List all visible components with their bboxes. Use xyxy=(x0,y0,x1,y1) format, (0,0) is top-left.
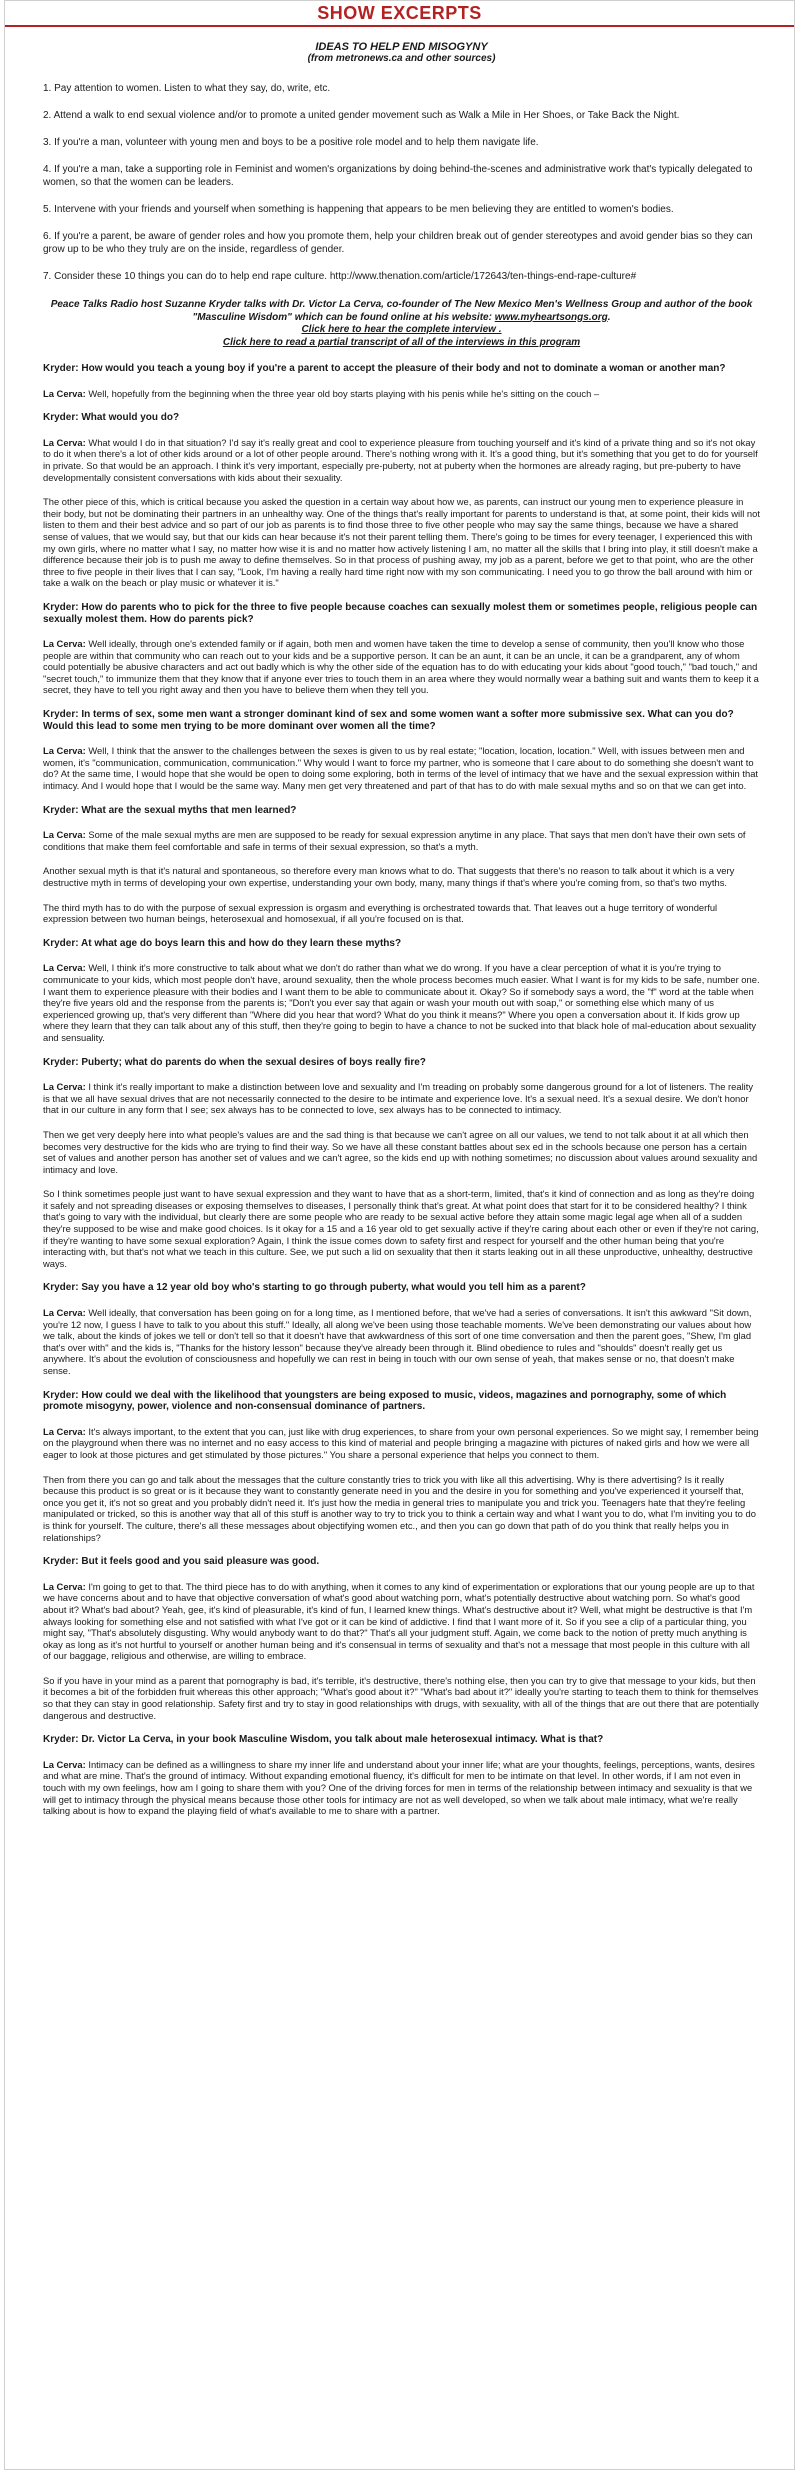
dialogue-text: At what age do boys learn this and how do they learn these myths? xyxy=(81,937,402,949)
question-paragraph xyxy=(43,1556,760,1568)
answer-paragraph xyxy=(43,638,760,696)
idea-item: 1. Pay attention to women. Listen to what they say, do, write, etc. xyxy=(43,83,331,94)
question-paragraph xyxy=(43,1734,760,1746)
speaker-label: Kryder: xyxy=(43,412,79,424)
banner-title: SHOW EXCERPTS xyxy=(317,3,482,23)
speaker-label: La Cerva: xyxy=(43,1081,86,1093)
question-paragraph xyxy=(43,363,760,375)
dialogue-text: I'm going to get to that. The third piece has to do with anything, when it comes to any kind of experimentation or explorations that our young people are up to that we have concerns about and to have that objective conversation of what's good about watching porn, what's potentially destructive about watching porn. So what's good about it? What's bad about? Yeah, gee, it's kind of pleasurable, it's kind of fun, I learned knew things. What's destructive about it? Well, what might be destructive is that I'm always looking for something else and not satisfied with what I've got or it can be kind of addictive. I find that I want more of it. So if you see a clip of a particular thing, you might say, "That's absolutely disgusting. Why would anybody want to do that?" That's all your judgment stuff. Again, we come back to the notion of pretty much anything is okay as long as it's not hurtful to yourself or another human being and it's consensual in terms of sexuality and that's not a message that most people in this culture with all of our baggage, religious and otherwise, are willing to embrace. xyxy=(43,1580,755,1662)
question-paragraph xyxy=(43,805,760,817)
answer-paragraph xyxy=(43,745,760,791)
page xyxy=(4,0,795,2470)
dialogue-text: Puberty; what do parents do when the sexual desires of boys really fire? xyxy=(81,1056,426,1068)
answer-paragraph xyxy=(43,902,760,925)
dialogue-text: Some of the male sexual myths are men are supposed to be ready for sexual expression anytime in any place. That says that men don't have their own sets of conditions that make them feel comfortable and safe in terms of their sexual expression, so that's a myth. xyxy=(43,829,746,852)
dialogue-text: Dr. Victor La Cerva, in your book Masculine Wisdom, you talk about male heterosexual intimacy. What is that? xyxy=(81,1734,604,1746)
dialogue-text: How could we deal with the likelihood that youngsters are being exposed to music, videos, magazines and pornography, some of which promote misogyny, power, violence and non-consensual dominance of partners. xyxy=(43,1389,727,1413)
ideas-title: IDEAS TO HELP END MISOGYNY xyxy=(315,41,488,53)
dialogue-text: Then from there you can go and talk about the messages that the culture constantly tries to trick you with like all this advertising. Why is there advertising? Is it really because this product is so great or is it because they want to constantly generate need in you and the desire in you for something and you've experienced it yourself that, once you get it, it's not so great and you probably didn't need it. It's just how the media in general tries to manipulate you and trick you. Teenagers hate that they're feeling manipulated or tricked, so this is another way that all of this stuff is another way to try to trick you to think a certain way and what I want you to do, what I'm inviting you to do is think for yourself. The culture, there's all these messages about objectifying women etc., and then you can go down that path of do you think that really helps you in relationships? xyxy=(43,1473,756,1543)
idea-item: 3. If you're a man, volunteer with young men and boys to be a positive role model and to help them navigate life. xyxy=(43,137,539,148)
interview-intro xyxy=(43,299,760,349)
idea-item: 6. If you're a parent, be aware of gender roles and how you promote them, help your children break out of gender stereotypes and avoid gender bias so they can grow up to be who they truly are on the inside, regardless of gender. xyxy=(43,231,753,255)
answer-paragraph xyxy=(43,1081,760,1116)
question-paragraph xyxy=(43,412,760,424)
answer-paragraph xyxy=(43,1426,760,1461)
speaker-label: La Cerva: xyxy=(43,1758,86,1770)
website-link[interactable]: www.myheartsongs.org xyxy=(494,311,608,323)
question-paragraph xyxy=(43,938,760,950)
answer-paragraph xyxy=(43,1307,760,1377)
dialogue-text: So I think sometimes people just want to have sexual expression and they want to have that as a short-term, limited, that's it kind of connection and as long as they're doing it safely and not spreading diseases or exposing themselves to diseases, I personally think that's great. At what point does that start for it to be considered healthy? I think that's going to vary with the individual, but clearly there are some people who are ready to be sexual active before they attain some magic legal age when all of a sudden they're supposed to be wise and make good choices. Is it okay for a 15 and a 16 year old to get sexually active if they're caring about each other or even if they're not caring, if they're wanting to have some sexual exploration? Again, I think the issue comes down to safety first and respect for yourself and the other human being that you're interacting with, but that's not what we teach in this culture. See, we put such a lid on sexuality that then it starts leaking out in all these unproductive, unhealthy, destructive ways. xyxy=(43,1188,759,1269)
answer-paragraph xyxy=(43,1675,760,1721)
question-paragraph xyxy=(43,602,760,625)
speaker-label: Kryder: xyxy=(43,937,79,949)
dialogue-text: But it feels good and you said pleasure was good. xyxy=(81,1556,320,1568)
dialogue-text: Well, I think it's more constructive to talk about what we don't do rather than what we do wrong. If you have a clear perception of what it is you're trying to communicate to your kids, which most people don't have, around sexuality, then the whole process becomes much easier. What I want is for my kids to be safe, number one. I want them to experience pleasure with their bodies and I want them to be able to communicate about it. Okay? So if somebody says a word, the "f" word at the table when they're five years old and the response from the parents is; "Don't you ever say that again or wash your mouth out with soap," or something else which many of us experienced growing up, that's very different than "Where did you hear that word? What do you think it means?" Where you open a conversation about it. If kids grow up where they learn that they can talk about any of this stuff, then they're going to begin to have a chance to not be sucked into that black hole of mal-education about sexuality and sensuality. xyxy=(43,962,760,1043)
speaker-label: Kryder: xyxy=(43,363,79,374)
answer-paragraph xyxy=(43,829,760,852)
dialogue-text: The third myth has to do with the purpose of sexual expression is orgasm and everything is orchestrated towards that. That leaves out a huge territory of wonderful expression between two human beings, heterosexual and homosexual, if all you're focused on is that. xyxy=(43,901,718,925)
idea-item: 7. Consider these 10 things you can do to help end rape culture. http://www.thenation.com/article/172643/ten-things-end-rape-culture# xyxy=(43,271,637,282)
dialogue-text: Well ideally, through one's extended family or if again, both men and women have taken the time to develop a sense of community, then you'll know who those people are within that community who can reach out to your kids and be a supportive person. It can be an aunt, it can be an uncle, it can be a grandparent, any of whom could potentially be abusive characters and act out badly which is why the other side of the equation has to do with educating your kids about "good touch," "bad touch," and "secret touch," to immunize them that they know that if anyone ever tries to touch them in an area where they would normally wear a bathing suit and wants them to keep it a secret, they have to tell you right away and then you have to believe them when they tell you. xyxy=(43,638,759,696)
dialogue-text: The other piece of this, which is critical because you asked the question in a certain way about how we, as parents, can instruct our young men to experience pleasure in their body, but not be dominating their partners in an unhealthy way. One of the things that's really important for parents to understand is that, at some point, their kids will not listen to them and their best advice and so part of our job as parents is to find those three to five other people who may say the same things, because we have a shared sense of values, that we would say, but that our kids can hear because it's not their parent telling them. There's going to be times for every teenager, I experienced this with my own girls, where no matter what I say, no matter how wise it is and no matter how actively listening I am, no matter all the skills that I bring into play, it still doesn't make a difference because their job is to push me away to define themselves. So in that process of pushing away, my job as a parent, before we get to that point, who are the other three to five people in their lives that I can say, "Look, I'm having a really hard time right now with my son communicating. I need you to go throw the ball around with him or take a walk on the beach or play music or whatever it is." xyxy=(43,496,760,589)
dialogue-text: What are the sexual myths that men learned? xyxy=(81,804,297,816)
dialogue-text: How would you teach a young boy if you're a parent to accept the pleasure of their body and not to dominate a woman or another man? xyxy=(81,363,726,374)
question-paragraph xyxy=(43,1282,760,1294)
speaker-label: La Cerva: xyxy=(43,1580,86,1592)
dialogue-text: Well, hopefully from the beginning when the three year old boy starts playing with his penis while he's sitting on the couch – xyxy=(88,387,600,399)
speaker-label: Kryder: xyxy=(43,1389,79,1401)
ideas-list xyxy=(43,82,760,283)
question-paragraph xyxy=(43,1057,760,1069)
speaker-label: La Cerva: xyxy=(43,436,86,448)
answer-paragraph xyxy=(43,1474,760,1544)
question-paragraph xyxy=(43,1390,760,1413)
ideas-source: (from metronews.ca and other sources) xyxy=(307,53,496,64)
speaker-label: La Cerva: xyxy=(43,1307,86,1319)
intro-text-end: . xyxy=(607,311,611,323)
dialogue-text: Then we get very deeply here into what people's values are and the sad thing is that because we can't agree on all our values, we tend to not talk about it at all which then becomes very destructive for the kids who are trying to find their way. So we have all these constant battles about sex ed in the schools because one person has a certain set of values and another person has another set of values and we can't agree, so the kids end up with nothing sometimes; no discussion about values around sexuality and intimacy and love. xyxy=(43,1128,758,1175)
answer-paragraph xyxy=(43,1759,760,1817)
answer-paragraph xyxy=(43,865,760,888)
speaker-label: Kryder: xyxy=(43,1556,79,1568)
dialogue-text: What would I do in that situation? I'd say it's really great and cool to experience pleasure from touching yourself and it's kind of a private thing and so it's not okay to do it when there's a lot of other kids around or a lot of other people around. There's nothing wrong with it. It's a good thing, but it's something that you get to do for yourself in private. So that would be an approach. I think it's very important, especially pre-puberty, not at puberty when the hormones are already raging, but pre-puberty to have developmentally consistent conversations with kids about their sexuality. xyxy=(43,436,758,483)
dialogue-text: I think it's really important to make a distinction between love and sexuality and I'm treading on probably some dangerous ground for a lot of listeners. The reality is that we all have sexual drives that are not necessarily connected to the desire to be intimate and experience love. It's a sexual need. It's a sexual desire. We don't honor that in our culture in any form that I see; sex always has to be connected to love, sex always has to be connected to intimacy. xyxy=(43,1081,754,1116)
answer-paragraph xyxy=(43,1188,760,1269)
dialogue-text: Well, I think that the answer to the challenges between the sexes is given to us by real estate; "location, location, location." Well, with issues between men and women, it's "communication, communication, communication." Why would I want to force my partner, who is someone that I care about to do something she doesn't want to do? At the same time, I would hope that she would be open to doing some exploring, both in terms of the level of intimacy that we have and the sexual expression within that intimacy. And I would hope that I would be the same way. Many men get very threatened and part of that has to do with male sexual myths and so on that we can get into. xyxy=(43,745,759,792)
speaker-label: Kryder: xyxy=(43,1056,79,1068)
speaker-label: La Cerva: xyxy=(43,829,86,841)
dialogue-text: How do parents who to pick for the three to five people because coaches can sexually molest them or sometimes people, religious people can sexually molest them. How do parents pick? xyxy=(43,601,758,625)
speaker-label: La Cerva: xyxy=(43,638,86,650)
transcript-link[interactable]: Click here to read a partial transcript of all of the interviews in this program xyxy=(222,336,581,348)
intro-text: Peace Talks Radio host Suzanne Kryder talks with Dr. Victor La Cerva, co-founder of The New Mexico Men's Wellness Group and author of the book "Masculine Wisdom" which can be found online at his website: xyxy=(50,299,753,323)
answer-paragraph xyxy=(43,1581,760,1662)
speaker-label: Kryder: xyxy=(43,804,79,816)
speaker-label: La Cerva: xyxy=(43,387,86,399)
dialogue-text: In terms of sex, some men want a stronger dominant kind of sex and some women want a softer more submissive sex. What can you do? Would this lead to some men trying to be more dominant over women all the time? xyxy=(43,709,734,732)
speaker-label: Kryder: xyxy=(43,1282,79,1294)
speaker-label: La Cerva: xyxy=(43,745,86,757)
answer-paragraph xyxy=(43,437,760,483)
dialogue-text: Intimacy can be defined as a willingness to share my inner life and understand about your inner life; what are your thoughts, feelings, perceptions, wants, desires and what are mine. That's the ground of intimacy. Without expanding emotional fluency, it's difficult for men to be intimate on that level. In other words, if I am not even in touch with my own feelings, how am I going to share them with you? One of the driving forces for men in terms of the relationship between intimacy and sexuality is that we will get to intimacy through the physical means because those other tools for intimacy are not as well developed, so when we talk about male intimacy, what we're really talking about is how to expand the playing field of what's available to me to share with a partner. xyxy=(43,1758,755,1817)
dialogue-text: What would you do? xyxy=(81,412,180,424)
answer-paragraph xyxy=(43,496,760,589)
answer-paragraph xyxy=(43,388,760,400)
idea-item: 5. Intervene with your friends and yourself when something is happening that appears to be men believing they are entitled to women's bodies. xyxy=(43,204,674,215)
transcript xyxy=(43,363,760,1817)
speaker-label: La Cerva: xyxy=(43,1425,86,1437)
dialogue-text: Another sexual myth is that it's natural and spontaneous, so therefore every man knows what to do. That suggests that there's no reason to talk about it which is a very destructive myth in terms of developing your own expertise, understanding your own body, many, many things if that's where you're coming from, so that's two myths. xyxy=(43,865,735,888)
main-content xyxy=(5,27,794,1817)
answer-paragraph xyxy=(43,962,760,1043)
dialogue-text: So if you have in your mind as a parent that pornography is bad, it's terrible, it's destructive, there's nothing else, then you can try to give that message to your kids, but then it becomes a bit of the forbidden fruit whereas this other approach; "What's good about it?" "What's bad about it?" ideally you're starting to teach them to think for themselves so that they can stay in good relationship. Safety first and try to stay in good relationships with drugs, with sexuality, with all of the things that are out there that are potentially dangerous and destructive. xyxy=(43,1674,759,1721)
idea-item: 2. Attend a walk to end sexual violence and/or to promote a united gender movement such as Walk a Mile in Her Shoes, or Take Back the Night. xyxy=(43,110,680,121)
complete-interview-link[interactable]: Click here to hear the complete interview . xyxy=(301,324,502,335)
dialogue-text: Well ideally, that conversation has been going on for a long time, as I mentioned before, that we've had a series of conversations. It isn't this awkward "Sit down, you're 12 now, I guess I have to talk to you about this stuff." Ideally, all along we've been using those teachable moments. We've been demonstrating our values about how we talk, about the kinds of jokes we tell or don't tell so that it doesn't have that awkwardness of this sort of one time conversation and then the parent goes, "Shew, I'm glad that's over with" and the kids is, "Thanks for the history lesson" because they've already been through it. Blind obedience to rules and "shoulds" doesn't really get us anywhere. It's about the evolution of consciousness and hopefully we can rest in being in touch with our own sense of yeah, that makes sense or no, that doesn't make sense. xyxy=(43,1307,752,1376)
show-excerpts-banner xyxy=(5,1,794,27)
answer-paragraph xyxy=(43,1129,760,1175)
speaker-label: Kryder: xyxy=(43,709,79,721)
dialogue-text: It's always important, to the extent that you can, just like with drug experiences, to share from your own personal experiences. So we might say, I remember being on the playground when there was no internet and no easy access to this kind of material and people bringing a magazine with pictures of naked girls and how we were all eager to look at those pictures and get stimulated by those pictures." You share a personal experience that helps you connect to them. xyxy=(43,1425,759,1460)
idea-item: 4. If you're a man, take a supporting role in Feminist and women's organizations by doing behind-the-scenes and administrative work that's typically delegated to women, so that the women can be leaders. xyxy=(43,164,753,188)
dialogue-text: Say you have a 12 year old boy who's starting to go through puberty, what would you tell him as a parent? xyxy=(81,1282,586,1294)
question-paragraph xyxy=(43,709,760,732)
speaker-label: Kryder: xyxy=(43,601,79,613)
speaker-label: Kryder: xyxy=(43,1734,79,1746)
speaker-label: La Cerva: xyxy=(43,962,86,974)
